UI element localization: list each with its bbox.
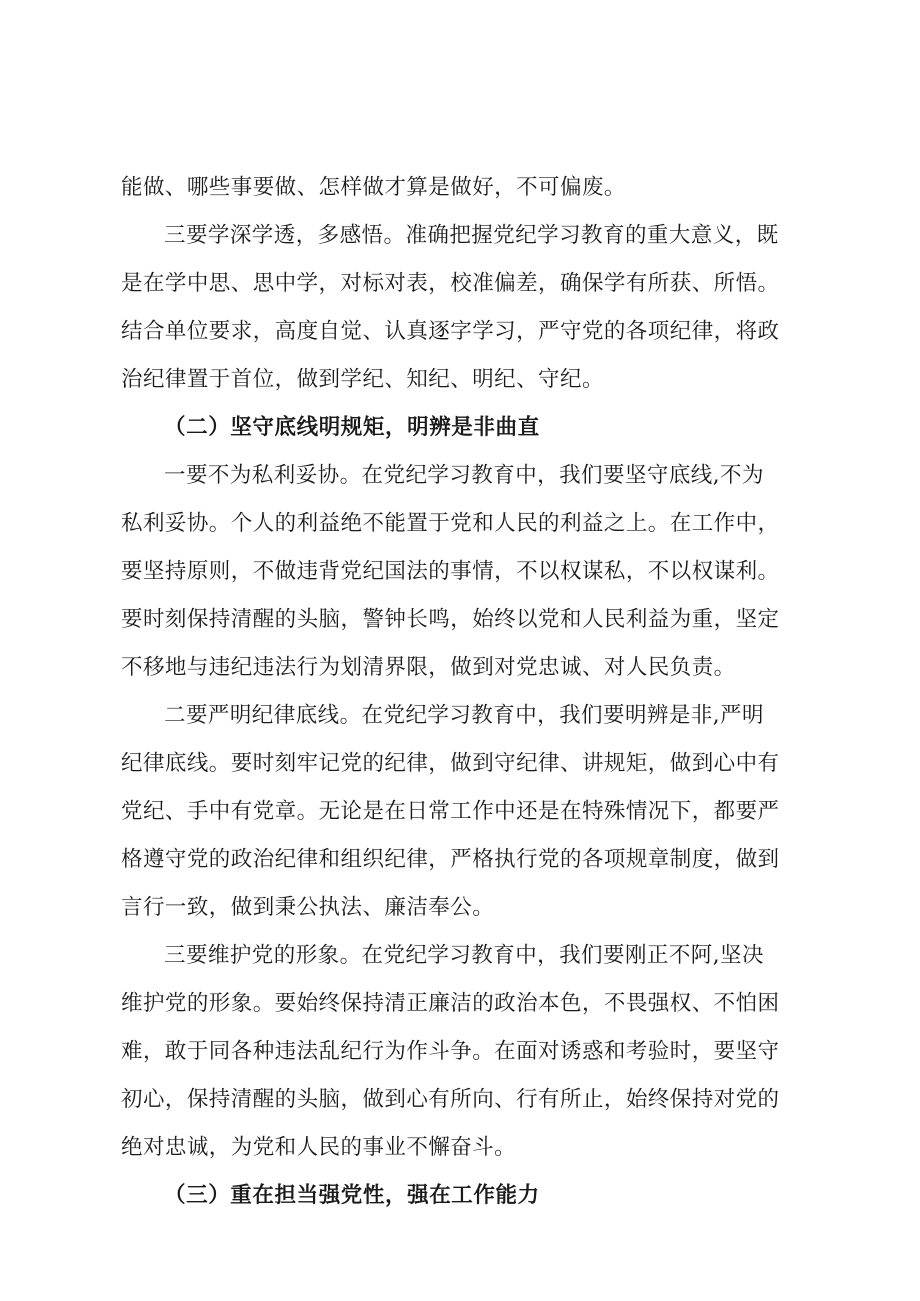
text-line: 格遵守党的政治纪律和组织纪律，严格执行党的各项规章制度，做到: [121, 847, 780, 872]
document-body: [121, 164, 816, 1220]
text-line: 二要严明纪律底线。在党纪学习教育中，我们要明辨是非,严明: [164, 703, 764, 728]
section-heading-2: [121, 404, 816, 452]
text-line: 是在学中思、思中学，对标对表，校准偏差，确保学有所获、所悟。: [121, 271, 780, 296]
text-line: 一要不为私利妥协。在党纪学习教育中，我们要坚守底线,不为: [164, 463, 764, 488]
text-line: 私利妥协。个人的利益绝不能置于党和人民的利益之上。在工作中，: [121, 511, 780, 536]
text-line: 初心，保持清醒的头脑，做到心有所向、行有所止，始终保持对党的: [121, 1087, 780, 1112]
section-heading-3: [121, 1172, 816, 1220]
text-line: 三要维护党的形象。在党纪学习教育中，我们要刚正不阿,坚决: [164, 943, 764, 968]
paragraph-party-image: [121, 932, 816, 1172]
section-heading: （二）坚守底线明规矩，明辨是非曲直: [164, 415, 540, 440]
text-line: 能做、哪些事要做、怎样做才算是做好，不可偏废。: [121, 175, 626, 200]
text-line: 结合单位要求，高度自觉、认真逐字学习，严守党的各项纪律，将政: [121, 319, 780, 344]
section-heading: （三）重在担当强党性，强在工作能力: [164, 1183, 540, 1208]
paragraph-discipline-bottom-line: [121, 692, 816, 932]
text-line: 治纪律置于首位，做到学纪、知纪、明纪、守纪。: [121, 367, 604, 392]
paragraph-continuation: [121, 164, 816, 212]
text-line: 维护党的形象。要始终保持清正廉洁的政治本色，不畏强权、不怕困: [121, 991, 780, 1016]
text-line: 不移地与违纪违法行为划清界限，做到对党忠诚、对人民负责。: [121, 655, 736, 680]
text-line: 党纪、手中有党章。无论是在日常工作中还是在特殊情况下，都要严: [121, 799, 780, 824]
text-line: 言行一致，做到秉公执法、廉洁奉公。: [121, 895, 495, 920]
text-line: 难，敢于同各种违法乱纪行为作斗争。在面对诱惑和考验时，要坚守: [121, 1039, 780, 1064]
text-line: 要时刻保持清醒的头脑，警钟长鸣，始终以党和人民利益为重，坚定: [121, 607, 780, 632]
text-line: 要坚持原则，不做违背党纪国法的事情，不以权谋私，不以权谋利。: [121, 559, 780, 584]
text-line: 三要学深学透，多感悟。准确把握党纪学习教育的重大意义，既: [164, 223, 779, 248]
text-line: 纪律底线。要时刻牢记党的纪律，做到守纪律、讲规矩，做到心中有: [121, 751, 780, 776]
paragraph-no-compromise: [121, 452, 816, 692]
paragraph-study-deeply: [121, 212, 816, 404]
text-line: 绝对忠诚，为党和人民的事业不懈奋斗。: [121, 1135, 517, 1160]
